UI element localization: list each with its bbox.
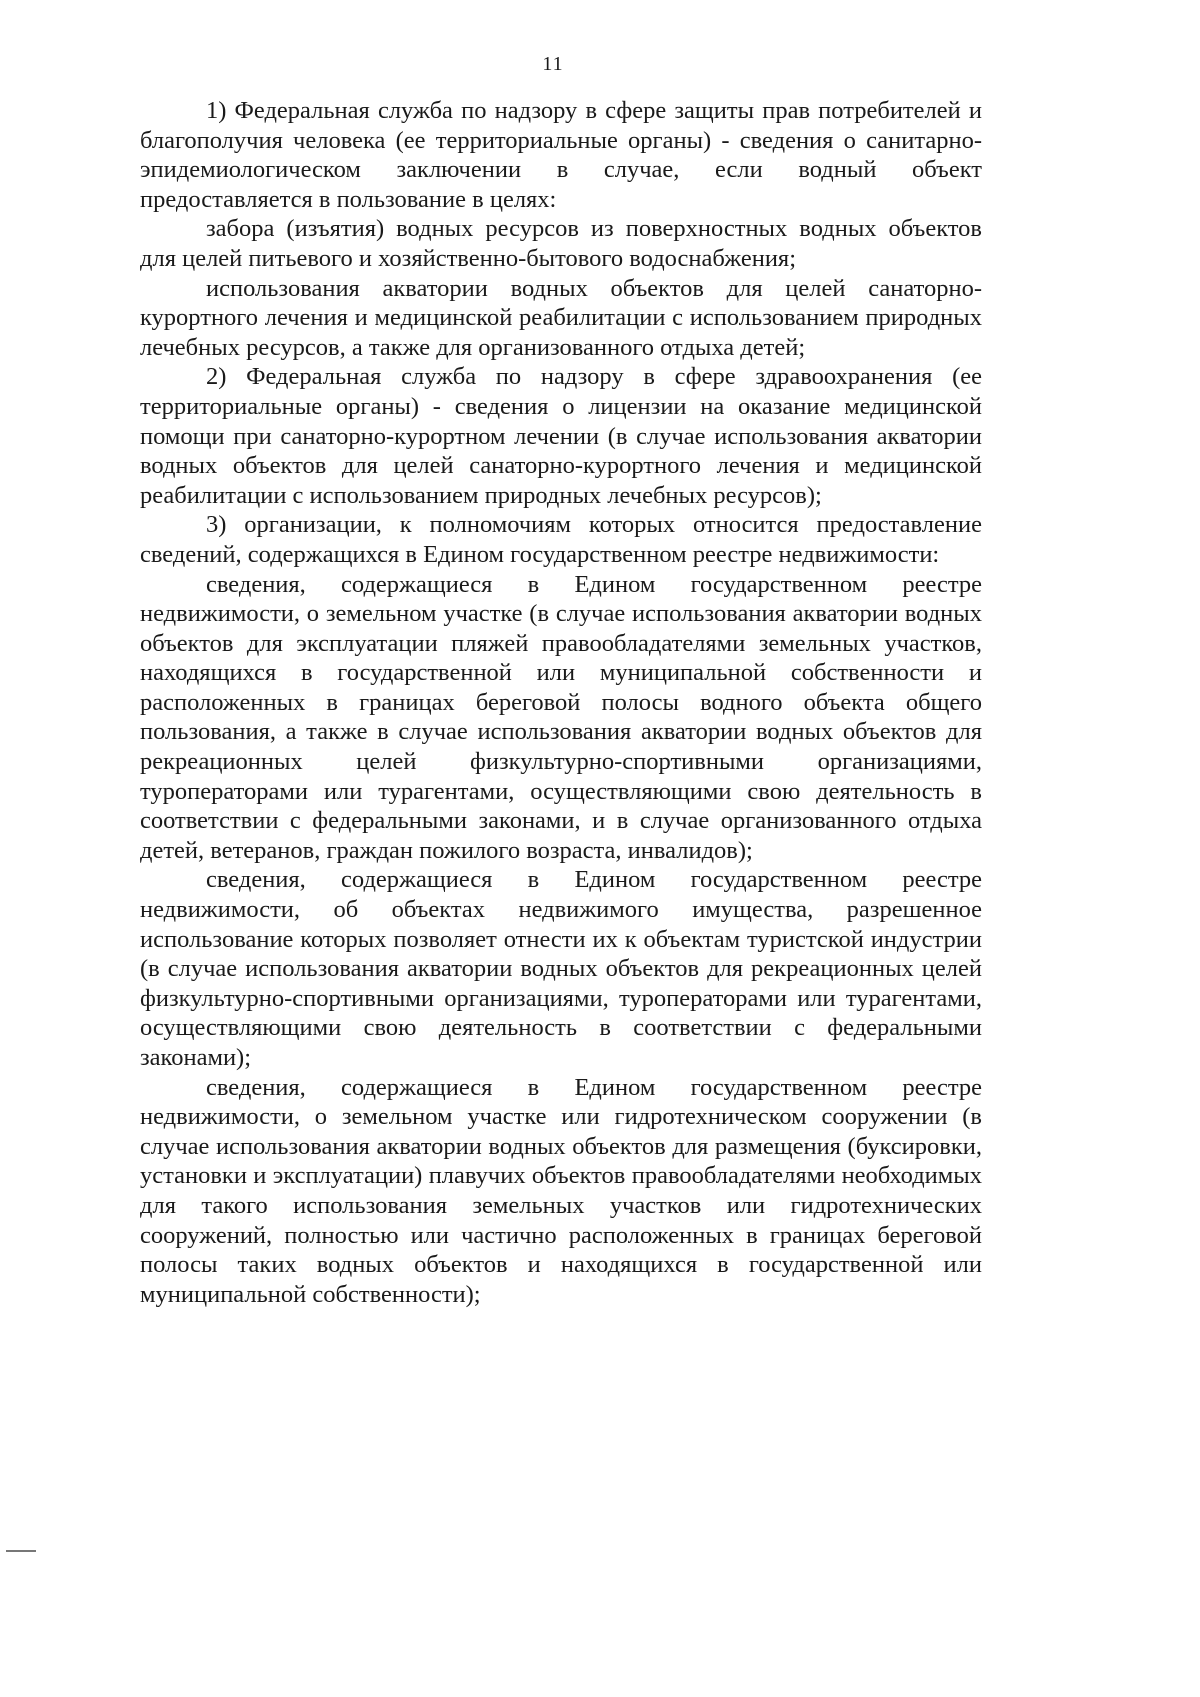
paragraph-egrn-organizations: 3) организации, к полномочиям которых относится предоставление сведений, содержащихся в Едином государственном реестре недвижимости: (140, 511, 982, 568)
document-body (140, 96, 982, 1309)
paragraph-roszdravnadzor: 2) Федеральная служба по надзору в сфере здравоохранения (ее территориальные органы) - сведения о лицензии на оказание медицинской помощи при санаторно-курортном лечении (в случае использования акватории водных объектов для целей санаторно-курортного лечения и медицинской реабилитации с использованием природных лечебных ресурсов); (140, 363, 982, 509)
paragraph-egrn-land-plot: сведения, содержащиеся в Едином государственном реестре недвижимости, о земельном участке (в случае использования акватории водных объектов для эксплуатации пляжей правообладателями земельных участков, находящихся в государственной или муниципальной собственности и расположенных в границах береговой полосы водного объекта общего пользования, а также в случае использования акватории водных объектов для рекреационных целей физкультурно-спортивными организациями, туроператорами или турагентами, осуществляющими свою деятельность в соответствии с федеральными законами, и в случае организованного отдыха детей, ветеранов, граждан пожилого возраста, инвалидов); (140, 570, 982, 864)
scan-edge-mark (6, 1550, 36, 1552)
paragraph-egrn-hydro-structure: сведения, содержащиеся в Едином государственном реестре недвижимости, о земельном участке или гидротехническом сооружении (в случае использования акватории водных объектов для размещения (буксировки, установки и эксплуатации) плавучих объектов правообладателями необходимых для такого использования земельных участков или гидротехнических сооружений, полностью или частично расположенных в границах береговой полосы таких водных объектов и находящихся в государственной или муниципальной собственности); (140, 1073, 982, 1308)
paragraph-water-intake: забора (изъятия) водных ресурсов из поверхностных водных объектов для целей питьевого и хозяйственно-бытового водоснабжения; (140, 215, 982, 272)
page-number: 11 (542, 53, 564, 75)
paragraph-sanatorium-use: использования акватории водных объектов для целей санаторно-курортного лечения и медицинской реабилитации с использованием природных лечебных ресурсов, а также для организованного отдыха детей; (140, 274, 982, 361)
paragraph-rospotrebnadzor: 1) Федеральная служба по надзору в сфере защиты прав потребителей и благополучия человека (ее территориальные органы) - сведения о санитарно-эпидемиологическом заключении в случае, если водный объект предоставляется в пользование в целях: (140, 97, 982, 213)
paragraph-egrn-tourism-objects: сведения, содержащиеся в Едином государственном реестре недвижимости, об объектах недвижимого имущества, разрешенное использование которых позволяет отнести их к объектам туристской индустрии (в случае использования акватории водных объектов для рекреационных целей физкультурно-спортивными организациями, туроператорами или турагентами, осуществляющими свою деятельность в соответствии с федеральными законами); (140, 866, 982, 1071)
